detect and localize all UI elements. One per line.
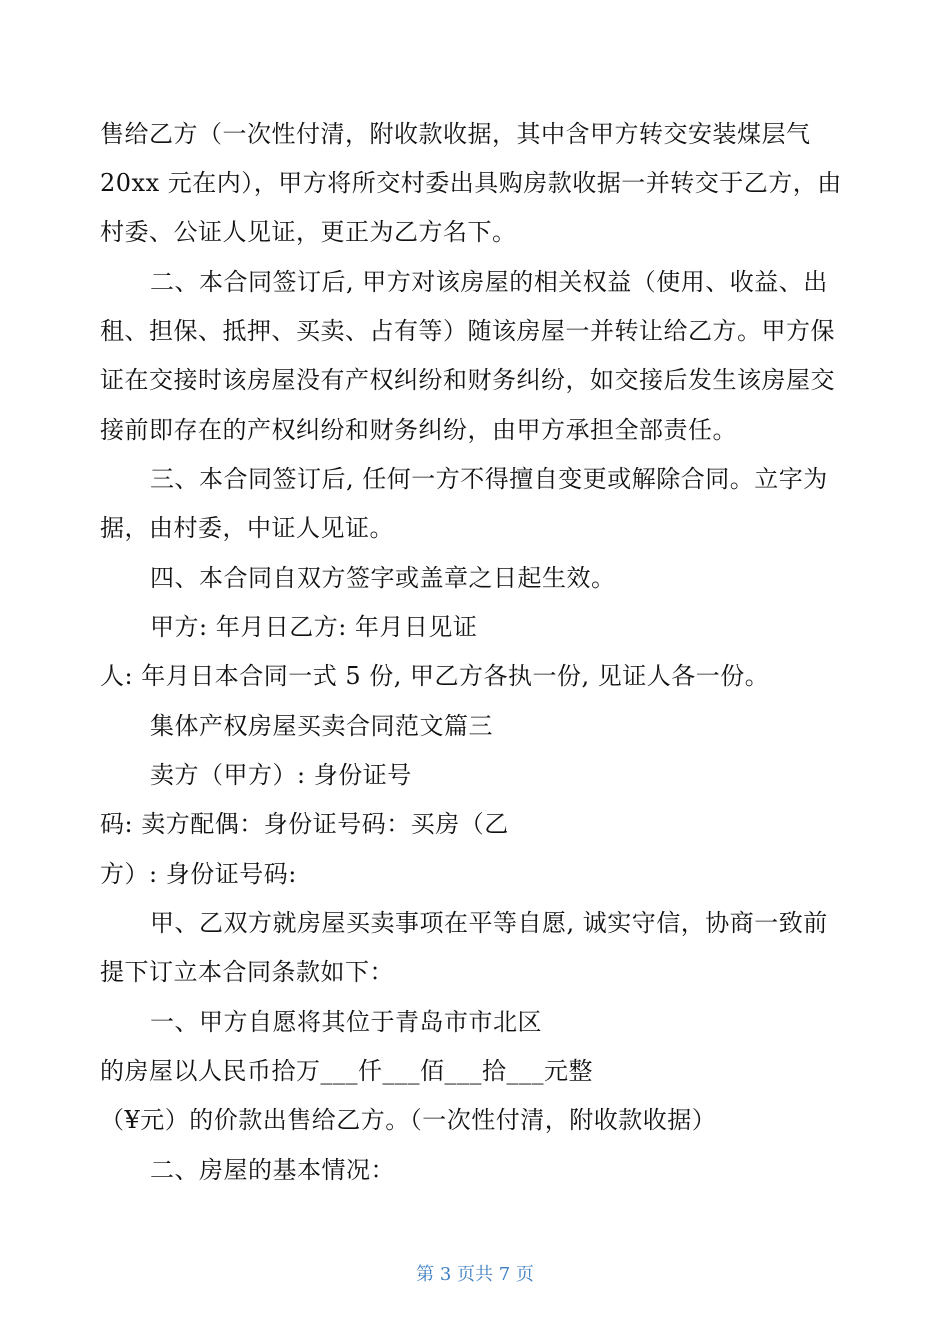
- body-line-18: 提下订立本合同条款如下：: [100, 958, 394, 986]
- body-line-10: 四、本合同自双方签字或盖章之日起生效。: [150, 564, 616, 592]
- body-line-2: 20xx 元在内），甲方将所交村委出具购房款收据一并转交于乙方，由: [100, 169, 842, 197]
- page-number: 第 3 页共 7 页: [416, 1264, 534, 1285]
- body-line-1: 售给乙方（一次性付清，附收款收据，其中含甲方转交安装煤层气: [100, 120, 811, 148]
- body-line-17: 甲、乙双方就房屋买卖事项在平等自愿, 诚实守信，协商一致前: [150, 909, 828, 937]
- body-line-12: 人: 年月日本合同一式 5 份, 甲乙方各执一份, 见证人各一份。: [100, 662, 770, 690]
- section-heading: 集体产权房屋买卖合同范文篇三: [150, 712, 493, 740]
- body-line-11: 甲方: 年月日乙方: 年月日见证: [150, 613, 478, 641]
- body-line-20: 的房屋以人民币拾万___仟___佰___拾___元整: [100, 1057, 593, 1085]
- body-line-22: 二、房屋的基本情况：: [150, 1156, 395, 1184]
- body-line-7: 接前即存在的产权纠纷和财务纠纷，由甲方承担全部责任。: [100, 416, 737, 444]
- body-line-9: 据，由村委，中证人见证。: [100, 514, 394, 542]
- body-line-5: 租、担保、抵押、买卖、占有等）随该房屋一并转让给乙方。甲方保: [100, 317, 835, 345]
- body-line-6: 证在交接时该房屋没有产权纠纷和财务纠纷，如交接后发生该房屋交: [100, 366, 835, 394]
- body-line-21: （¥元）的价款出售给乙方。（一次性付清，附收款收据）: [100, 1106, 717, 1134]
- body-line-14: 卖方（甲方）: 身份证号: [150, 761, 412, 789]
- body-line-19: 一、甲方自愿将其位于青岛市市北区: [150, 1008, 542, 1036]
- body-line-15: 码: 卖方配偶：身份证号码：买房（乙: [100, 810, 509, 838]
- body-line-16: 方）: 身份证号码:: [100, 860, 297, 888]
- body-line-8: 三、本合同签订后, 任何一方不得擅自变更或解除合同。立字为: [150, 465, 828, 493]
- body-line-3: 村委、公证人见证，更正为乙方名下。: [100, 218, 517, 246]
- body-line-4: 二、本合同签订后, 甲方对该房屋的相关权益（使用、收益、出: [150, 268, 828, 296]
